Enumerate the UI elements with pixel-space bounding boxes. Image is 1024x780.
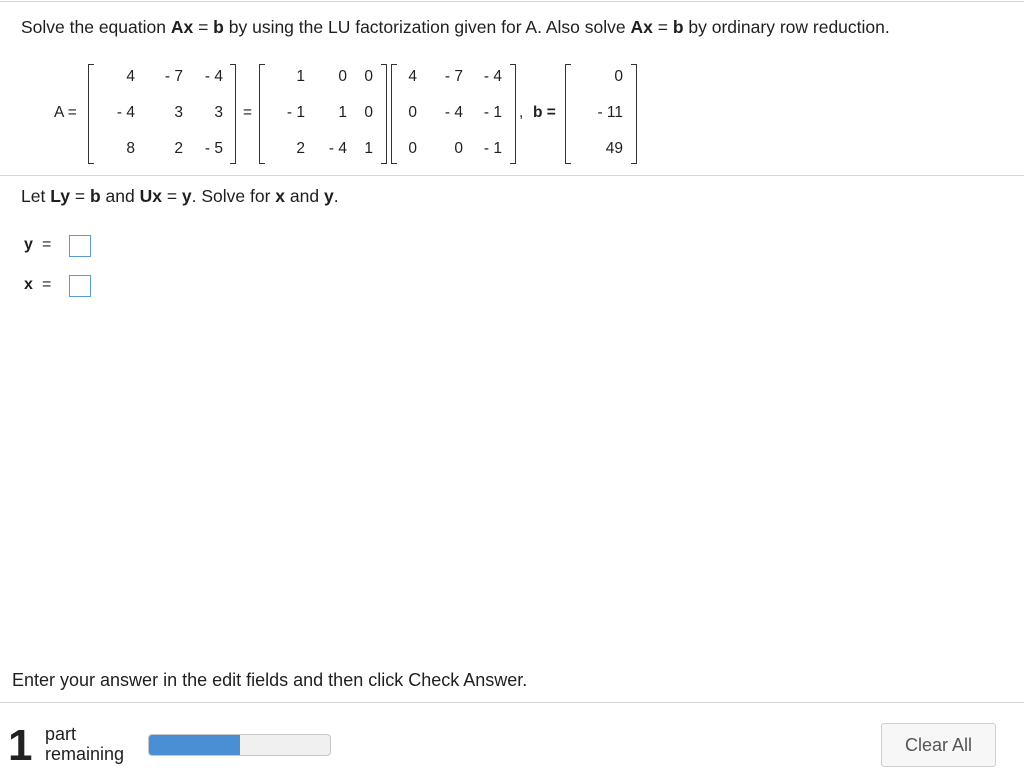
matrix-b-cell: - 11	[597, 104, 623, 121]
matrix-l-cell: - 1	[286, 104, 305, 121]
matrix-a-cell: - 4	[116, 104, 135, 121]
matrix-l	[259, 64, 387, 164]
matrix-a-cell: - 5	[204, 140, 223, 157]
matrix-b-cell: 49	[605, 140, 623, 157]
matrix-u	[391, 64, 516, 164]
matrix-a-cell: 2	[174, 140, 183, 157]
lu-equation	[0, 60, 1024, 170]
matrix-l-cell: 2	[296, 140, 305, 157]
x-answer-field[interactable]	[69, 275, 91, 297]
matrix-u-cell: 0	[408, 140, 417, 157]
matrix-u-cell: 0	[454, 140, 463, 157]
comma: ,	[519, 104, 524, 121]
progress-bar	[148, 734, 331, 756]
y-label: y	[24, 236, 33, 253]
matrix-u-cell: - 4	[444, 104, 463, 121]
matrix-l-cell: 0	[338, 68, 347, 85]
question-divider	[0, 175, 1024, 176]
parts-remaining-count: 1	[8, 721, 33, 770]
y-equals: =	[42, 236, 52, 253]
matrix-u-cell: - 1	[483, 104, 502, 121]
equals-sign: =	[243, 104, 253, 121]
matrix-l-cell: 1	[338, 104, 347, 121]
clear-all-button[interactable]: Clear All	[881, 723, 996, 767]
lu-prompt: Let Ly = b and Ux = y. Solve for x and y.	[21, 186, 339, 206]
matrix-u-cell: 4	[408, 68, 417, 85]
footer-divider	[0, 702, 1024, 703]
y-answer-row	[24, 236, 51, 254]
matrix-a-cell: 3	[174, 104, 183, 121]
instruction-text: Enter your answer in the edit fields and then click Check Answer.	[12, 670, 528, 690]
y-answer-field[interactable]	[69, 235, 91, 257]
matrix-a	[88, 64, 236, 164]
top-divider	[0, 1, 1024, 2]
matrix-a-cell: 4	[126, 68, 135, 85]
question-text: Solve the equation Ax = b by using the LU factorization given for A. Also solve Ax = b by ordinary row reduction.	[21, 17, 890, 37]
matrix-a-cell: 3	[214, 104, 223, 121]
progress-fill	[149, 735, 240, 755]
matrix-a-cell: 8	[126, 140, 135, 157]
matrix-l-cell: 0	[364, 68, 373, 85]
matrix-l-cell: 1	[364, 140, 373, 157]
matrix-b-cell: 0	[614, 68, 623, 85]
b-label: b =	[533, 104, 556, 121]
matrix-l-cell: 1	[296, 68, 305, 85]
x-answer-row	[24, 276, 51, 294]
x-label: x	[24, 276, 33, 293]
x-equals: =	[42, 276, 52, 293]
matrix-u-cell: - 1	[483, 140, 502, 157]
a-label: A =	[54, 104, 77, 121]
matrix-u-cell: 0	[408, 104, 417, 121]
matrix-a-cell: - 4	[204, 68, 223, 85]
matrix-a-cell: - 7	[164, 68, 183, 85]
matrix-u-cell: - 7	[444, 68, 463, 85]
matrix-l-cell: 0	[364, 104, 373, 121]
matrix-l-cell: - 4	[328, 140, 347, 157]
vector-b	[565, 64, 637, 164]
parts-remaining-label: part remaining	[45, 724, 125, 764]
matrix-u-cell: - 4	[483, 68, 502, 85]
